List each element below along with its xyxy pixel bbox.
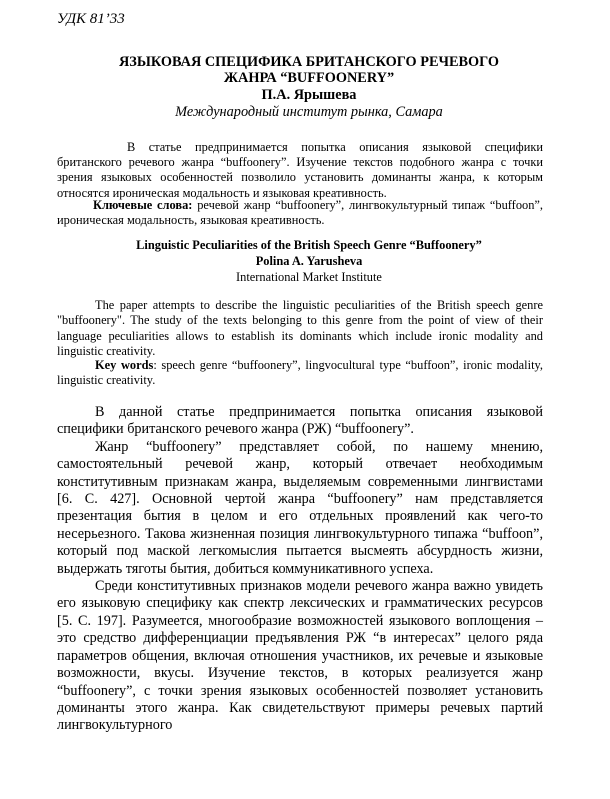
title-ru-line2: ЖАНРА “BUFFOONERY” bbox=[223, 70, 395, 86]
body-paragraph-2: Жанр “buffoonery” представляет собой, по нашему мнению, самостоятельный речевой жанр, который отвечает необходимым конститутивным признакам жанра, выделяемым современными лингвистами [6. С. 427]. Основной чертой жанра “buffoonery” нам представляется презентация бытия в целом и его отдельных проявлений как чего-то несерьезного. Такова жизненная позиция лингвокультурного типажа “buffoon”, который под маской легкомыслия пытается высмеять абсурдность жизни, выдержать тяготы бытия, добиться коммуникативного успеха. bbox=[57, 438, 543, 577]
title-en: Linguistic Peculiarities of the British Speech Genre “Buffoonery” bbox=[136, 238, 482, 252]
abstract-ru: В статье предпринимается попытка описания языковой специфики британского речевого жанра “buffoonery”. Изучение текстов подобного жанра с точки зрения языковых особенностей позволило установить доминанты жанра, к которым относятся ироническая модальность и языковая креативность. bbox=[57, 140, 543, 200]
author-en: Polina A. Yarusheva bbox=[255, 254, 363, 268]
title-ru-line1: ЯЗЫКОВАЯ СПЕЦИФИКА БРИТАНСКОГО РЕЧЕВОГО bbox=[118, 54, 500, 70]
abstract-en: The paper attempts to describe the linguistic peculiarities of the British speech genre "buffoonery". The study of the texts belonging to this genre from the point of view of their language peculiarities allows to establish its dominants which include ironic modality and linguistic creativity. bbox=[57, 298, 543, 359]
affiliation-en: International Market Institute bbox=[236, 270, 382, 284]
body-paragraph-3: Среди конститутивных признаков модели речевого жанра важно увидеть его языковую специфику как спектр лексических и грамматических ресурсов [5. С. 197]. Разумеется, многообразие возможностей языкового воплощения – это средство дифференциации предъявления РЖ “в интересах” целого ряда параметров общения, включая отношения участников, их речевые и языковые возможности, вкусы. Изучение текстов, в которых реализуется жанр “buffoonery”, с точки зрения языковых особенностей позволяет установить доминанты этого жанра. Как свидетельствуют примеры речевых партий лингвокультурного bbox=[57, 578, 543, 734]
body-paragraph-1: В данной статье предпринимается попытка описания языковой специфики британского речевого жанра (РЖ) “buffoonery”. bbox=[57, 404, 543, 438]
keywords-ru-text: речевой жанр “buffoonery”, лингвокультурный типаж “buffoon”, ироническая модальность, языковая креативность. bbox=[57, 198, 543, 228]
keywords-ru bbox=[57, 198, 543, 228]
keywords-en-label: Key words bbox=[95, 358, 154, 372]
udk-code: УДК 81’33 bbox=[57, 11, 125, 27]
keywords-ru-label: Ключевые слова: bbox=[93, 198, 193, 212]
keywords-en-text: : speech genre “buffoonery”, lingvocultural type “buffoon”, ironic modality, linguistic creativity. bbox=[57, 358, 543, 388]
article-body bbox=[57, 404, 543, 735]
author-ru: П.А. Ярышева bbox=[261, 87, 357, 103]
affiliation-ru: Международный институт рынка, Самара bbox=[175, 104, 443, 120]
keywords-en bbox=[57, 358, 543, 389]
